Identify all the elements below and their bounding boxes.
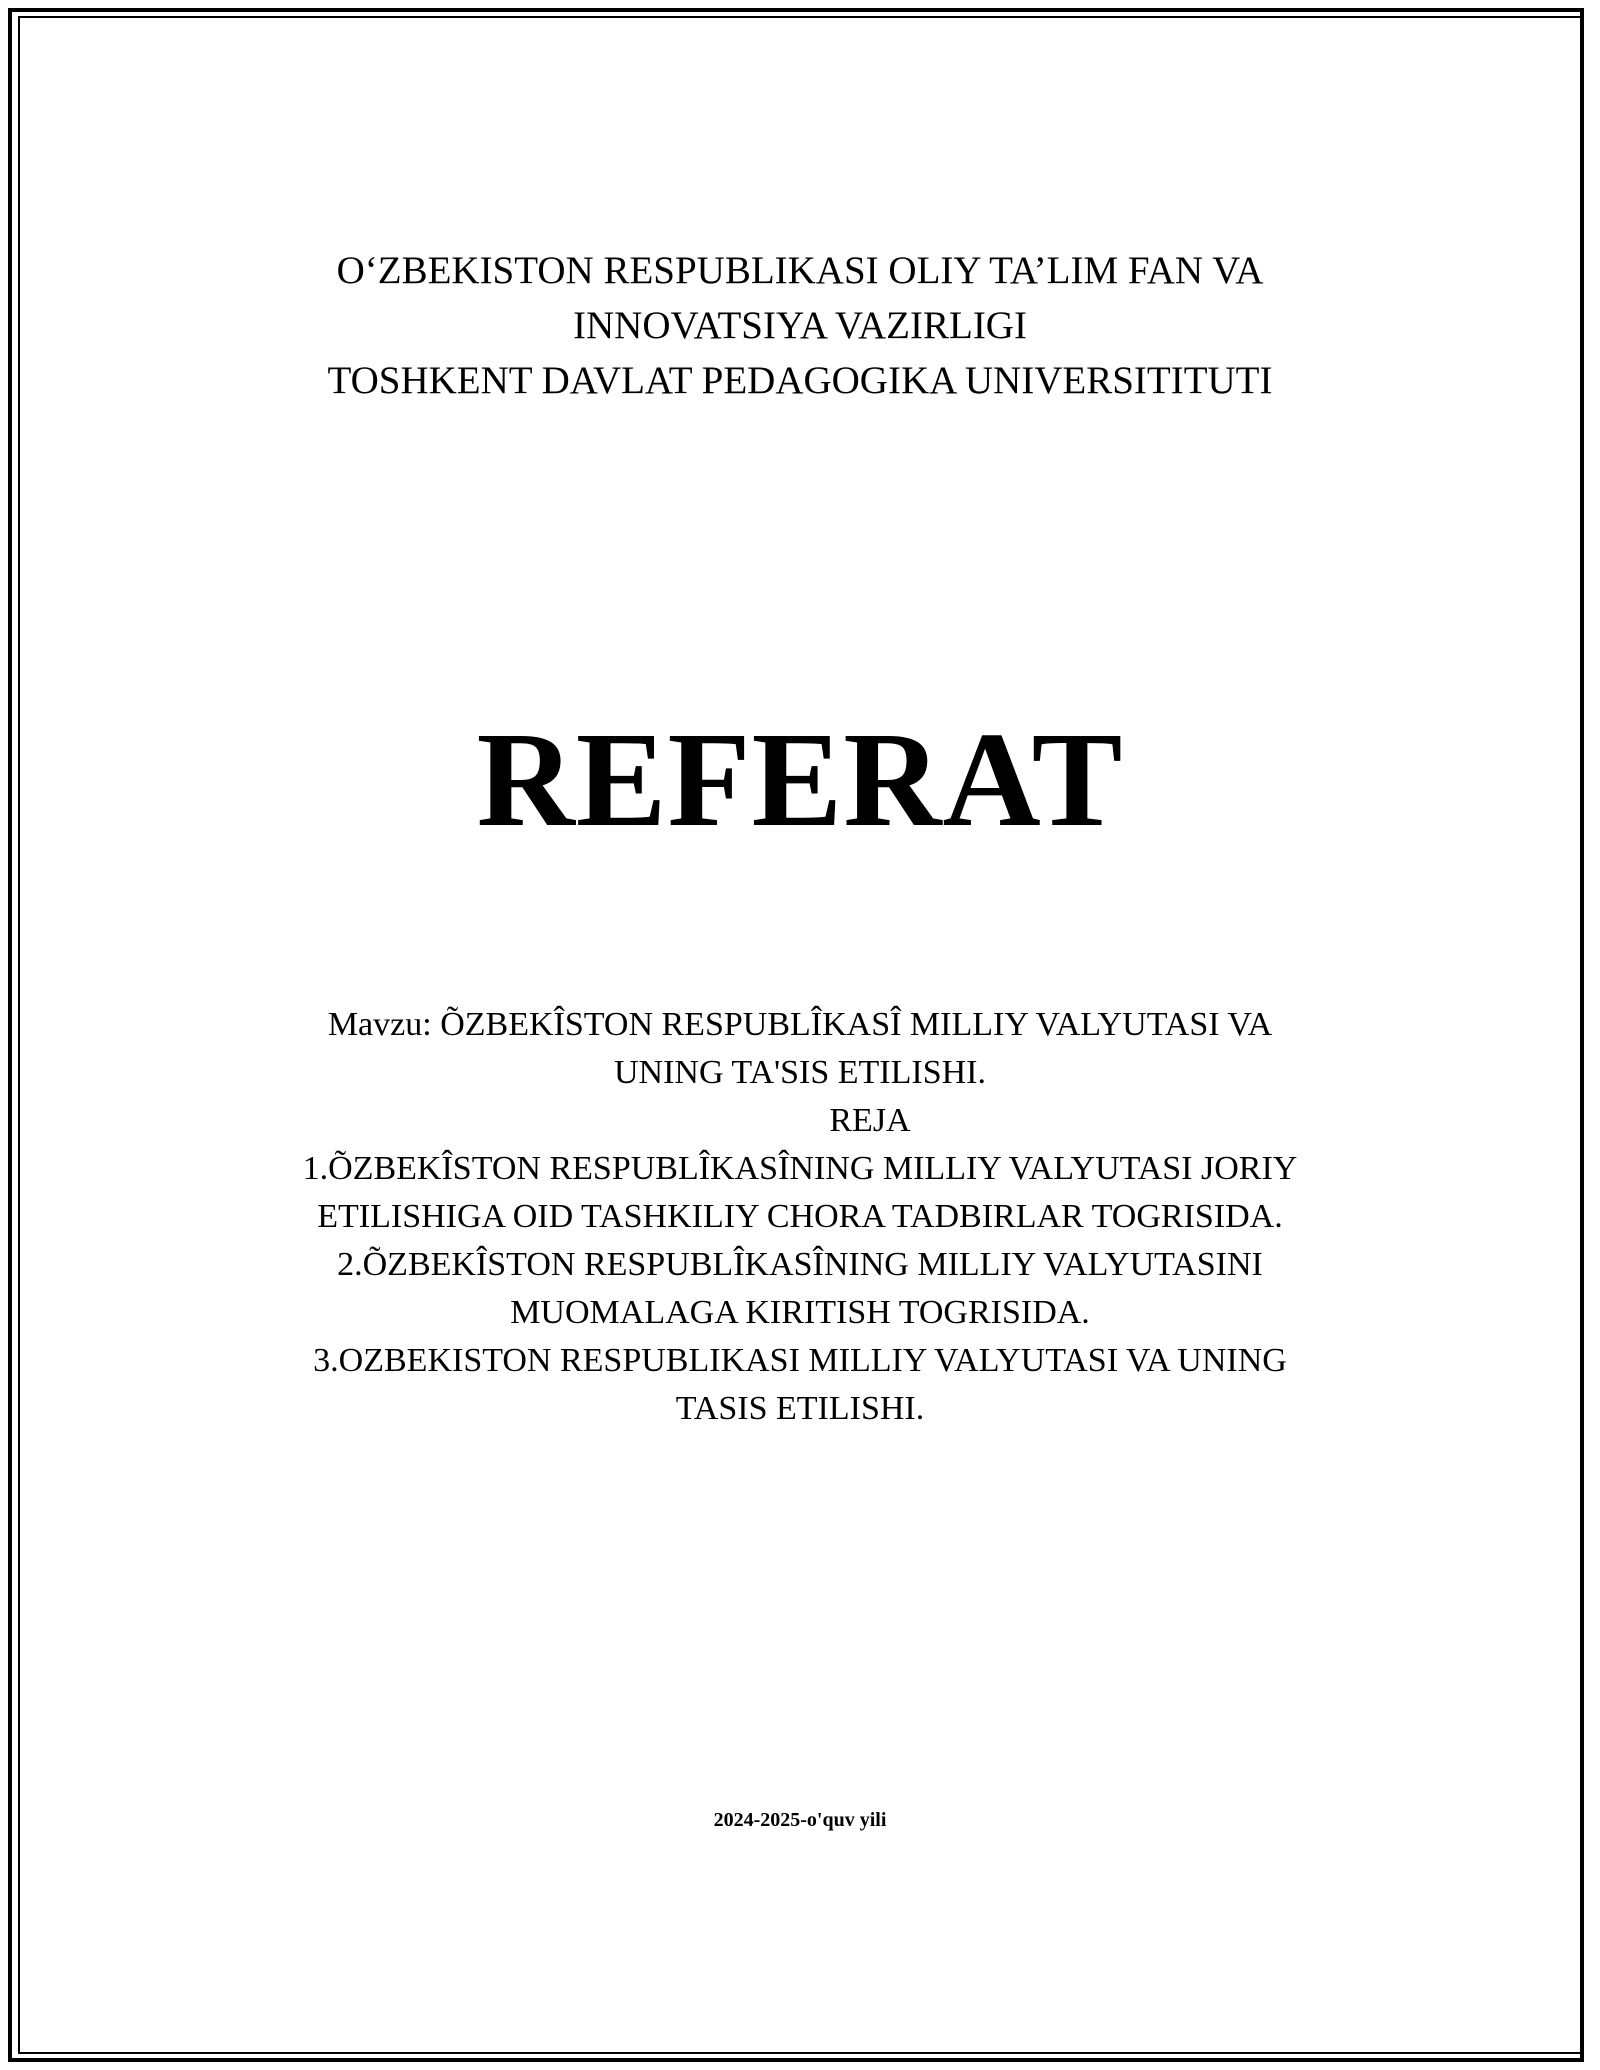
plan-item-line: 1.ÕZBEKÎSTON RESPUBLÎKASÎNING MILLIY VALYUTASI JORIY (302, 1150, 1298, 1187)
plan-item-line: 2.ÕZBEKÎSTON RESPUBLÎKASÎNING MILLIY VALYUTASINI (337, 1246, 1263, 1283)
academic-year: 2024-2025-o'quv yili (713, 1809, 887, 1831)
topic-section (0, 1001, 1600, 1433)
ministry-line-1: O‘ZBEKISTON RESPUBLIKASI OLIY TA’LIM FAN VA (336, 249, 1264, 292)
plan-item-line: TASIS ETILISHI. (675, 1390, 925, 1427)
plan-item-line: MUOMALAGA KIRITISH TOGRISIDA. (510, 1294, 1090, 1331)
plan-item-line: 3.OZBEKISTON RESPUBLIKASI MILLIY VALYUTASI VA UNING (313, 1342, 1287, 1379)
plan-heading: REJA (829, 1102, 911, 1139)
topic-line-2: UNING TA'SIS ETILISHI. (613, 1054, 987, 1091)
plan-item-line: ETILISHIGA OID TASHKILIY CHORA TADBIRLAR TOGRISIDA. (317, 1198, 1283, 1235)
university-name: TOSHKENT DAVLAT PEDAGOGIKA UNIVERSITITUTI (327, 359, 1273, 402)
topic-line-1: Mavzu: ÕZBEKÎSTON RESPUBLÎKASÎ MILLIY VALYUTASI VA (327, 1006, 1273, 1043)
document-title: REFERAT (476, 705, 1124, 855)
institution-header (0, 243, 1600, 408)
ministry-line-2: INNOVATSIYA VAZIRLIGI (573, 304, 1027, 347)
